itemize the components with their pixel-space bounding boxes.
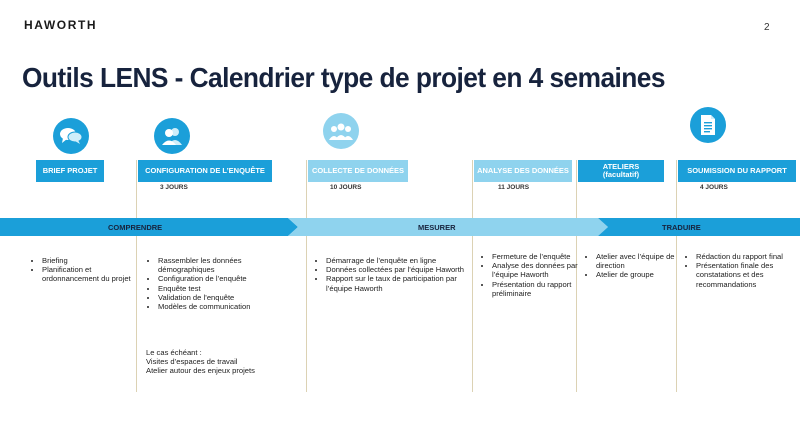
haworth-logo: HAWORTH (24, 18, 98, 32)
list-item: • Configuration de l’enquête (158, 274, 276, 283)
list-item: • Présentation finale des constatations et des recommandations (696, 261, 800, 289)
list-item: • Validation de l’enquête (158, 293, 276, 302)
column-divider (306, 160, 307, 392)
speech-bubbles-icon (53, 118, 89, 154)
phase-ateliers: ATELIERS (facultatif) (578, 160, 664, 182)
list-item: • Atelier de groupe (596, 270, 688, 279)
list-item: • Enquête test (158, 284, 276, 293)
list-item: • Fermeture de l’enquête (492, 252, 584, 261)
list-collecte (314, 256, 476, 293)
page-title: Outils LENS - Calendrier type de projet en 4 semaines (22, 62, 665, 93)
list-soumission (684, 252, 800, 289)
page-number: 2 (764, 22, 770, 33)
list-item: • Modèles de communication (158, 302, 276, 311)
note-line: Visites d’espaces de travail (146, 357, 238, 367)
phase-soumission-rapport: SOUMISSION DU RAPPORT (678, 160, 796, 182)
phase-brief-projet: BRIEF PROJET (36, 160, 104, 182)
note-le-cas-echeant (146, 348, 266, 376)
list-item: • Présentation du rapport préliminaire (492, 280, 584, 298)
phase-analyse-donnees: ANALYSE DES DONNÉES (474, 160, 572, 182)
stage-traduire: TRADUIRE (662, 223, 701, 232)
duration-configuration: 3 JOURS (160, 184, 188, 191)
list-brief (30, 256, 140, 284)
duration-soumission: 4 JOURS (700, 184, 728, 191)
list-analyse (480, 252, 584, 298)
list-item: • Briefing (42, 256, 140, 265)
list-item: • Atelier avec l’équipe de direction (596, 252, 688, 270)
list-item: • Analyse des données par l’équipe Haworth (492, 261, 584, 279)
phase-collecte-donnees: COLLECTE DE DONNÉES (308, 160, 408, 182)
list-item: • Planification et ordonnancement du projet (42, 265, 140, 283)
stage-comprendre: COMPRENDRE (108, 223, 163, 232)
list-configuration (146, 256, 276, 311)
note-intro: Le cas échéant : (146, 348, 202, 357)
list-item: • Rapport sur le taux de participation par l’équipe Haworth (326, 274, 476, 292)
phase-configuration-enquete: CONFIGURATION DE L’ENQUÊTE (138, 160, 272, 182)
stage-mesurer: MESURER (418, 223, 456, 232)
users-icon (154, 118, 190, 154)
duration-analyse: 11 JOURS (498, 184, 530, 191)
list-item: • Rédaction du rapport final (696, 252, 800, 261)
list-item: • Démarrage de l’enquête en ligne (326, 256, 476, 265)
group-icon (323, 113, 359, 149)
note-line: Atelier autour des enjeux projets (146, 366, 255, 376)
list-item: • Données collectées par l’équipe Haworth (326, 265, 476, 274)
list-item: • Rassembler les données démographiques (158, 256, 276, 274)
duration-collecte: 10 JOURS (330, 184, 362, 191)
list-ateliers (584, 252, 688, 280)
document-icon (690, 107, 726, 143)
